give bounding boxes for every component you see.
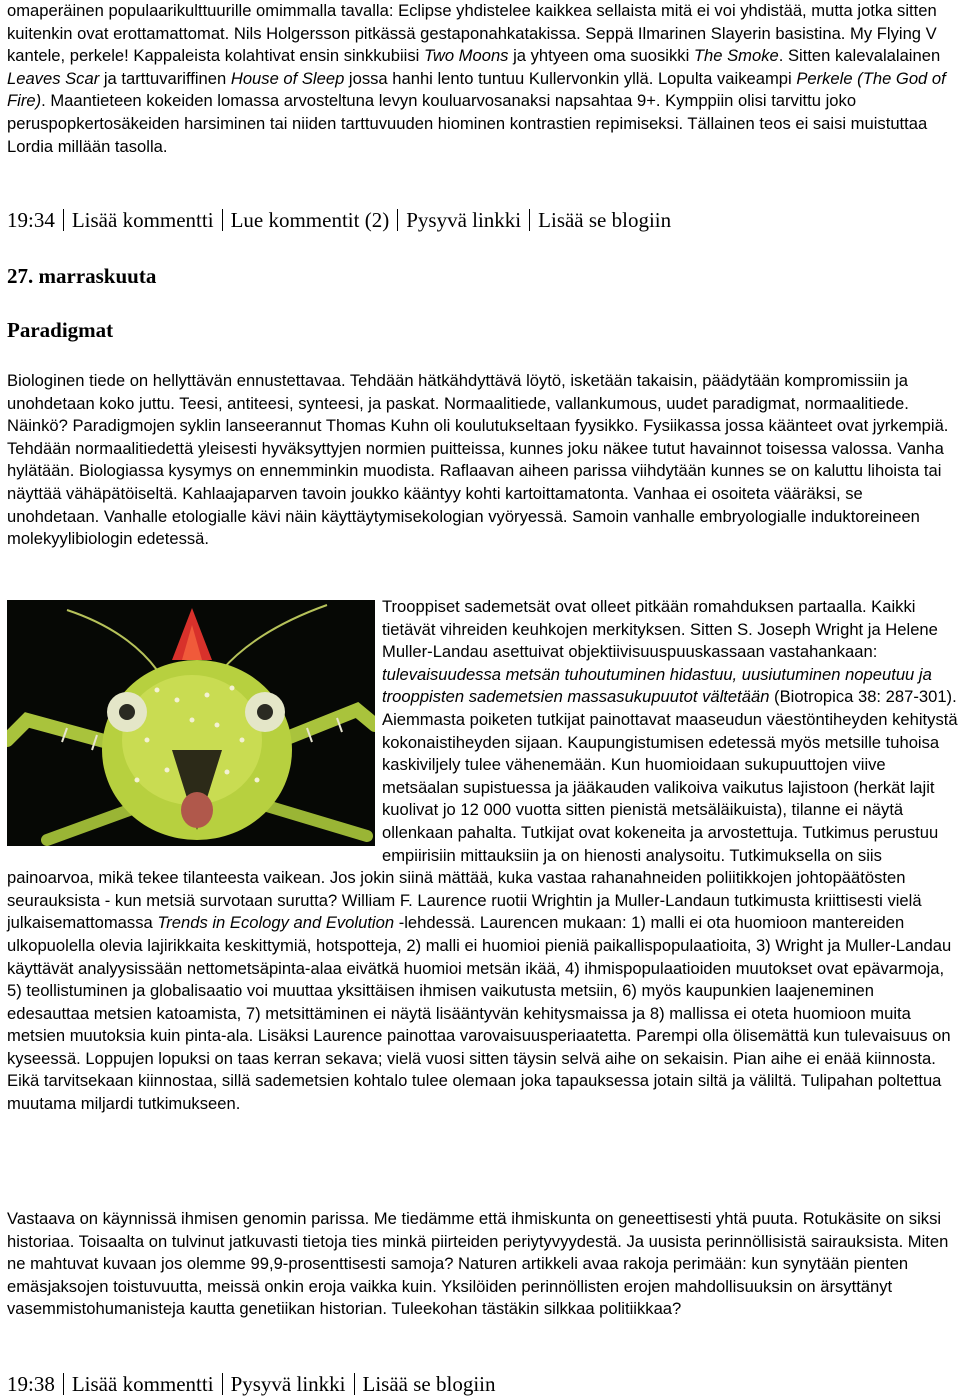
post1-add-to-blog-link[interactable]: Lisää se blogiin — [538, 208, 672, 232]
post2-time: 19:38 — [7, 1372, 55, 1396]
post1-footer — [7, 208, 671, 232]
post1-read-comments-link[interactable]: Lue kommentit (2) — [230, 208, 390, 232]
post1-add-comment-link[interactable]: Lisää kommentti — [71, 208, 214, 232]
separator — [529, 209, 530, 231]
post2-paragraph-3: Vastaava on käynnissä ihmisen genomin parissa. Me tiedämme että ihmiskunta on geneettisesti yhtä puuta. Rotukäsite on siksi historiaa. Toisaalta on tulvinut jatkuvasti tietoja ties minkä piirteiden periytyvyydestä. Ja uusista perinnöllisistä sairauksista. Miten ne mahtuvat kuvaan jos olemme 99,9-prosenttisesti samoja? Naturen artikkeli avaa rakoja perimään: kun synytään pienten emäsjaksojen toistuvuutta, meissä onkin eroja vaikka kuin. Yksilöiden perinnöllisten erojen mahdollisuuksin on ärsyttänyt vasemmistohumanisteja kautta genetiikan historian. Tuleekohan tästäkin silkkaa politiikkaa? — [7, 1209, 949, 1319]
post1-tail-text: omaperäinen populaarikulttuurille omimmalla tavalla: Eclipse yhdistelee kaikkea sellaista mitä ei voi yhdistää, mutta jotka sitten kuitenkin ovat erottamattomat. Nils Holgersson pitkässä gestaponahkatakissa. Seppä Ilmarinen Slayerin basistina. My Flying V kantele, perkele! Kappaleista kolahtivat ensin sinkkubiisi Two Moons ja yhtyeen oma suosikki The Smoke. Sitten kalevalalainen Leaves Scar ja tarttuvariffinen House of Sleep jossa hanhi lento tuntuu Kullervonkin yllä. Lopulta vaikeampi Perkele (The God of Fire). Maantieteen kokeiden lomassa arvosteltuna levyn kouluarvosanaksi napsahtaa 9+. Kymppiin olisi tarvittu joko peruspopkertosäkeiden harsiminen tai niiden tarttuvuuden hiominen kontrastien repimiseksi. Tällainen teos ei saisi muistuttaa Lordia millään tasolla. — [7, 1, 946, 156]
post2-title: Paradigmat — [7, 318, 114, 342]
post2-permalink[interactable]: Pysyvä linkki — [230, 1372, 346, 1396]
separator — [397, 209, 398, 231]
post1-time: 19:34 — [7, 208, 55, 232]
post2-footer — [7, 1372, 496, 1396]
post2-add-comment-link[interactable]: Lisää kommentti — [71, 1372, 214, 1396]
post1-permalink[interactable]: Pysyvä linkki — [406, 208, 522, 232]
katydid-photo — [7, 600, 375, 846]
separator — [222, 1373, 223, 1395]
post2-paragraph-2: Trooppiset sademetsät ovat olleet pitkään romahduksen partaalla. Kaikki tietävät vihreiden keuhkojen merkityksen. Sitten S. Joseph Wright ja Helene Muller-Landau asettuivat objektiivisuuspuuskassaan vastahankaan: tulevaisuudessa metsän tuhoutuminen hidastuu, uusiutuminen nopeutuu ja trooppisten sademetsien massasukupuutot vältetään (Biotropica 38: 287-301). Aiemmasta poiketen tutkijat painottavat maaseudun väestöntiheyden kehitystä kokonaistiheyden sijaan. Kaupungistumisen edetessä myös metsille tuhoisa kaskiviljely tulee vähenemään. Kun huomioidaan sukupuuttojen viive metsäalan supistuessa ja jääkauden valikoiva vaikutus lajistoon (herkät lajit kuolivat jo 12 000 vuotta sitten pienistä metsäläikuista), tilanne ei näytä ollenkaan pahalta. Tutkijat ovat kokeneita ja arvostettuja. Tutkimus perustuu empiirisiin mittauksiin ja on hienosti analysoitu. Tutkimuksella on siis painoarvoa, mikä tekee tilanteesta vaikean. Jos jokin siinä mättää, kuka vastaa rahanahneiden poliitikkojen johtopäätösten seurauksista - kun metsiä survotaan suruttа? William F. Laurence ruotii Wrightin ja Muller-Landaun tutkimusta kriittisesti vielä julkaisemattomassa Trends in Ecology and Evolution -lehdessä. Laurencen mukaan: 1) malli ei ota huomioon mantereiden ulkopuolella olevia lajirikkaita keskittymiä, hotspotteja, 2) malli ei huomioi pieniä paikallispopulaatioita, 3) Wright ja Muller-Landau käyttävät analyysissään nettometsäpinta-alaa eivätkä huomioi metsän ikää, 4) ihmispopulaatioiden muutokset ovat epävarmoja, 5) teollistuminen ja globalisaatio voi muuttaa yksittäisen ihmisen vaikutusta metsiin, 6) myös kaupunkien laajeneminen edesauttaa metsien katoamista, 7) metsittäminen ei näytä lisääntyvän kehitysmaissa ja 8) mallissa ei oteta huomioon muita metsien muutoksia kuin pinta-ala. Lisäksi Laurence painottaa varovaisuusperiaatetta. Parempi olla ölisemättä kun tulevaisuus on kyseessä. Loppujen lopuksi on taas kerran sekava; vielä vuosi sitten täysin selvä aihe on sekaisin. Pian aihe ei enää kiinnosta. Eikä tarvitsekaan kiinnostaa, sillä sademetsien kohtalo tulee olemaan joka tapauksessa jotain siltä ja väliltä. Tulipahan poltettua muutama miljardi tutkimukseen. — [7, 597, 958, 1114]
separator — [63, 1373, 64, 1395]
separator — [222, 209, 223, 231]
post2-paragraph-2-block — [7, 596, 960, 1116]
post2-add-to-blog-link[interactable]: Lisää se blogiin — [362, 1372, 496, 1396]
separator — [63, 209, 64, 231]
date-header: 27. marraskuuta — [7, 264, 157, 288]
post2-paragraph-1: Biologinen tiede on hellyttävän ennustettavaa. Tehdään hätkähdyttävä löytö, isketään takaisin, päädytään kompromissiin ja unohdetaan koko juttu. Teesi, antiteesi, synteesi, ja paskat. Normaalitiede, vallankumous, uudet paradigmat, normaalitiede. Näinkö? Paradigmojen syklin lanseerannut Thomas Kuhn oli koulutukseltaan fyysikko. Fysiikassa jossa käänteet ovat jyrkempiä. Tehdään normaalitiedettä yleisesti hyväksyttyjen normien puitteissa, kunnes joku näkee tutut havainnot toisessa valossa. Vanha hylätään. Biologiassa kysymys on ennemminkin muodista. Raflaavan aiheen parissa viihdytään kunnes se on kaluttu lihoista tai näyttää vähäpätöiseltä. Kahlaajaparven tavoin joukko kääntyy kohti kartoittamatonta. Vanhaa ei osoiteta vääräksi, se unohdetaan. Vanhalle etologialle kävi näin käyttäytymisekologian vyöryessä. Samoin vanhalle embryologialle induktoreineen molekyylibiologin edetessä. — [7, 371, 949, 549]
separator — [354, 1373, 355, 1395]
